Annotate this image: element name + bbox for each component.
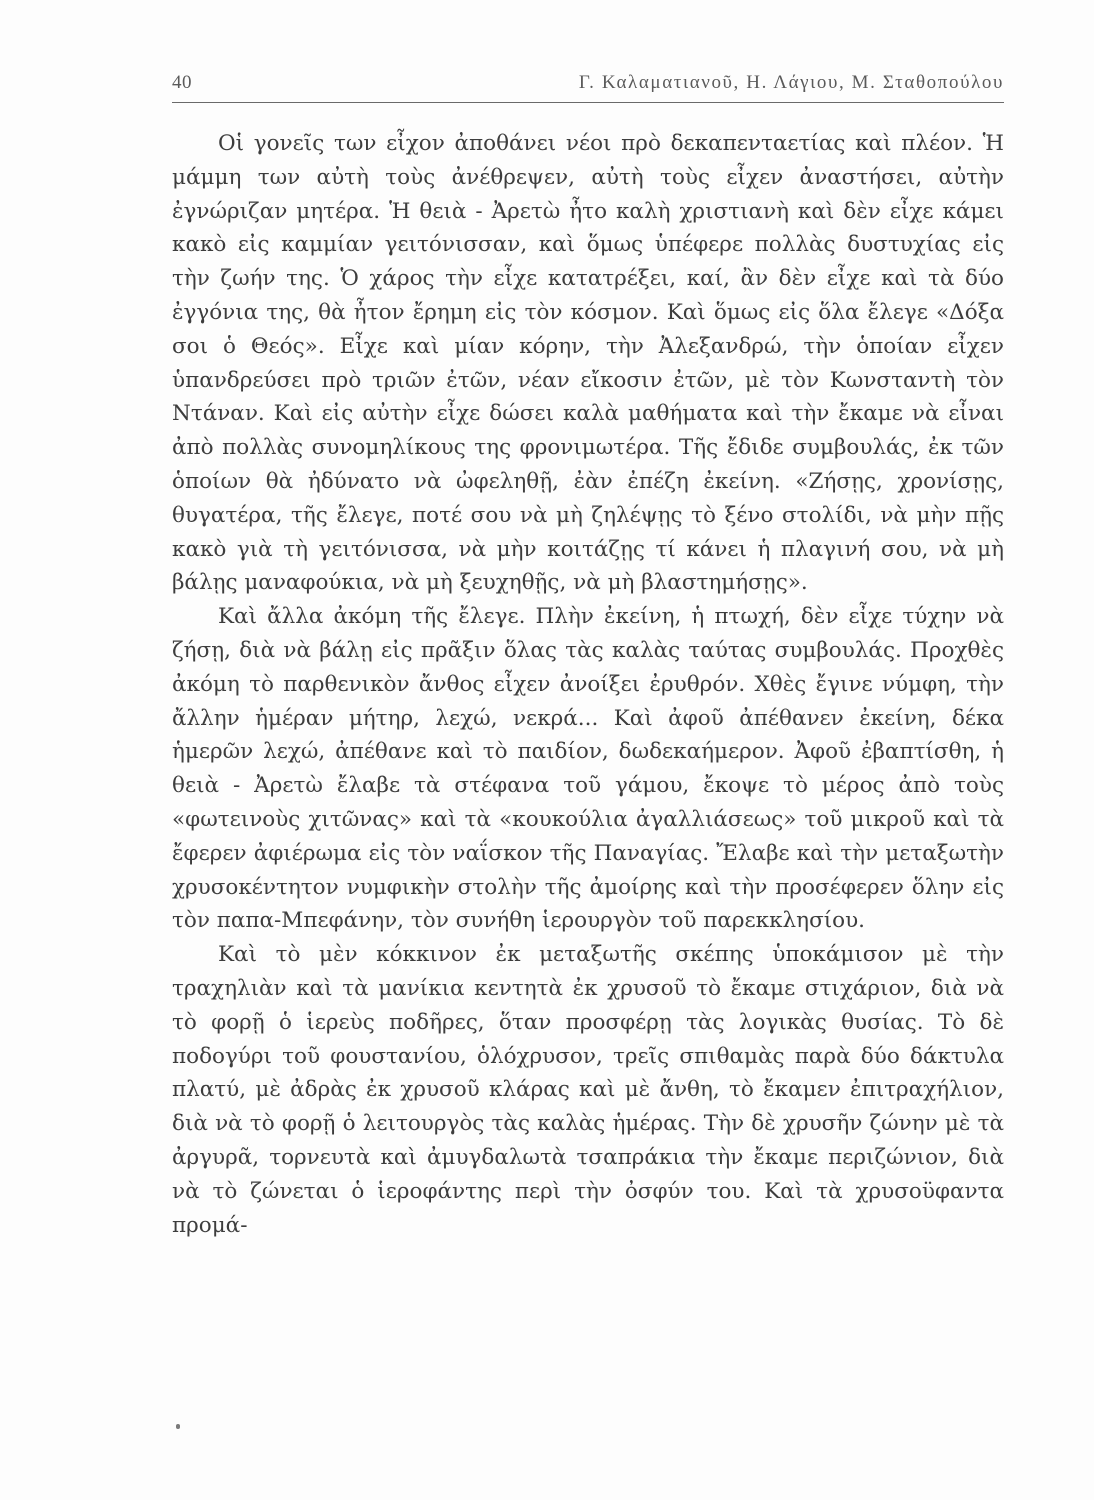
page-number: 40 — [172, 72, 192, 93]
running-head-authors: Γ. Καλαματιανοῦ, Η. Λάγιου, Μ. Σταθοπούλου — [578, 72, 1004, 93]
page-header — [172, 72, 1004, 102]
paragraph-1: Οἱ γονεῖς των εἶχον ἀποθάνει νέοι πρὸ δεκαπενταετίας καὶ πλέον. Ἡ μάμμη των αὐτὴ τοὺς ἀνέθρεψεν, αὐτὴ τοὺς εἶχεν ἀναστήσει, αὐτὴν ἐγνώριζαν μητέρα. Ἡ θειὰ - Ἀρετὼ ἦτο καλὴ χριστιανὴ καὶ δὲν εἶχε κάμει κακὸ εἰς καμμίαν γειτόνισσαν, καὶ ὅμως ὑπέφερε πολλὰς δυστυχίας εἰς τὴν ζωήν της. Ὁ χάρος τὴν εἶχε κατατρέξει, καί, ἂν δὲν εἶχε καὶ τὰ δύο ἐγγόνια της, θὰ ἦτον ἔρημη εἰς τὸν κόσμον. Καὶ ὅμως εἰς ὅλα ἔλεγε «Δόξα σοι ὁ Θεός». Εἶχε καὶ μίαν κόρην, τὴν Ἀλεξανδρώ, τὴν ὁποίαν εἶχεν ὑπανδρεύσει πρὸ τριῶν ἐτῶν, νέαν εἴκοσιν ἐτῶν, μὲ τὸν Κωνσταντὴ τὸν Ντάναν. Καὶ εἰς αὐτὴν εἶχε δώσει καλὰ μαθήματα καὶ τὴν ἔκαμε νὰ εἶναι ἀπὸ πολλὰς συνομηλίκους της φρονιμωτέρα. Τῆς ἔδιδε συμβουλάς, ἐκ τῶν ὁποίων θὰ ἠδύνατο νὰ ὠφεληθῇ, ἐὰν ἐπέζη ἐκείνη. «Ζήσῃς, χρονίσῃς, θυγατέρα, τῆς ἔλεγε, ποτέ σου νὰ μὴ ζηλέψῃς τὸ ξένο στολίδι, νὰ μὴν πῇς κακὸ γιὰ τὴ γειτόνισσα, νὰ μὴν κοιτάζῃς τί κάνει ἡ πλαγινή σου, νὰ μὴ βάλῃς μαναφούκια, νὰ μὴ ξευχηθῇς, νὰ μὴ βλαστημήσῃς». — [172, 131, 1004, 596]
body-text — [172, 127, 1004, 1242]
paragraph-2: Καὶ ἄλλα ἀκόμη τῆς ἔλεγε. Πλὴν ἐκείνη, ἡ πτωχή, δὲν εἶχε τύχην νὰ ζήσῃ, διὰ νὰ βάλῃ εἰς πρᾶξιν ὅλας τὰς καλὰς ταύτας συμβουλάς. Προχθὲς ἀκόμη τὸ παρθενικὸν ἄνθος εἶχεν ἀνοίξει ἐρυθρόν. Χθὲς ἔγινε νύμφη, τὴν ἄλλην ἡμέραν μήτηρ, λεχώ, νεκρά... Καὶ ἀφοῦ ἀπέθανεν ἐκείνη, δέκα ἡμερῶν λεχώ, ἀπέθανε καὶ τὸ παιδίον, δωδεκαήμερον. Ἀφοῦ ἐβαπτίσθη, ἡ θειὰ - Ἀρετὼ ἔλαβε τὰ στέφανα τοῦ γάμου, ἔκοψε τὸ μέρος ἀπὸ τοὺς «φωτεινοὺς χιτῶνας» καὶ τὰ «κουκούλια ἀγαλλιάσεως» τοῦ μικροῦ καὶ τὰ ἔφερεν ἀφιέρωμα εἰς τὸν ναΐσκον τῆς Παναγίας. Ἔλαβε καὶ τὴν μεταξωτὴν χρυσοκέντητον νυμφικὴν στολὴν τῆς ἀμοίρης καὶ τὴν προσέφερεν ὅλην εἰς τὸν παπα-Μπεφάνην, τὸν συνήθη ἱερουργὸν τοῦ παρεκκλησίου. — [172, 604, 1004, 934]
header-rule — [172, 102, 1004, 103]
paragraph-3: Καὶ τὸ μὲν κόκκινον ἐκ μεταξωτῆς σκέπης ὑποκάμισον μὲ τὴν τραχηλιὰν καὶ τὰ μανίκια κεντητὰ ἐκ χρυσοῦ τὸ ἔκαμε στιχάριον, διὰ νὰ τὸ φορῇ ὁ ἱερεὺς ποδῆρες, ὅταν προσφέρῃ τὰς λογικὰς θυσίας. Τὸ δὲ ποδογύρι τοῦ φουστανίου, ὁλόχρυσον, τρεῖς σπιθαμὰς παρὰ δύο δάκτυλα πλατύ, μὲ ἀδρὰς ἐκ χρυσοῦ κλάρας καὶ μὲ ἄνθη, τὸ ἔκαμεν ἐπιτραχήλιον, διὰ νὰ τὸ φορῇ ὁ λειτουργὸς τὰς καλὰς ἡμέρας. Τὴν δὲ χρυσῆν ζώνην μὲ τὰ ἀργυρᾶ, τορνευτὰ καὶ ἀμυγδαλωτὰ τσαπράκια τὴν ἔκαμε περιζώνιον, διὰ νὰ τὸ ζώνεται ὁ ἱεροφάντης περὶ τὴν ὀσφύν του. Καὶ τὰ χρυσοϋφαντα προμά- — [172, 942, 1004, 1238]
ink-speck — [176, 1424, 180, 1429]
